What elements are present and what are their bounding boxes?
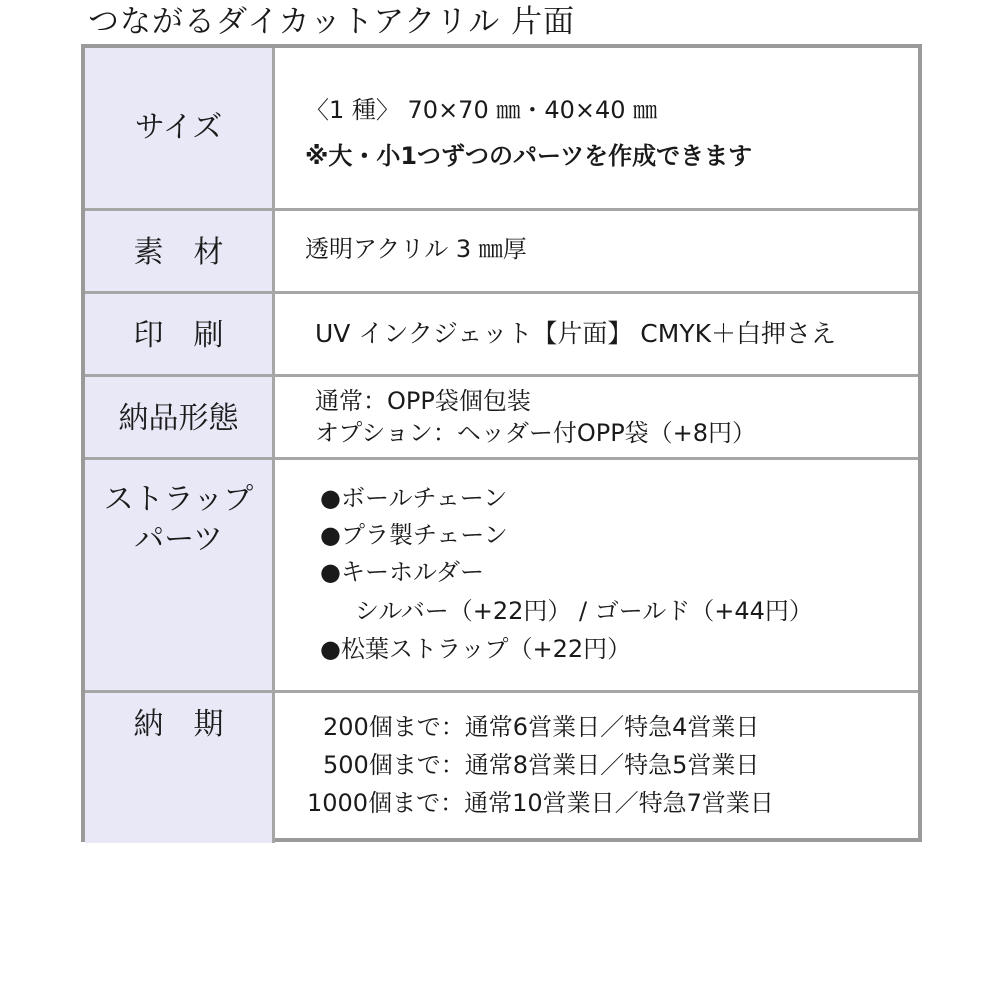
- leadtime-line: 200個まで：通常6営業日／特急4営業日: [323, 713, 760, 741]
- spec-row-leadtime: [85, 690, 918, 843]
- spec-value-material: [275, 211, 918, 294]
- strap-label-line-1: ストラップ: [103, 482, 254, 517]
- spec-value-leadtime: [275, 693, 918, 843]
- strap-item-sub: シルバー（+22円） / ゴールド（+44円）: [355, 597, 813, 625]
- spec-row-packaging: [85, 374, 918, 460]
- spec-label-size: サイズ: [85, 48, 275, 208]
- leadtime-line: 500個まで：通常8営業日／特急5営業日: [323, 751, 760, 779]
- spec-row-material: [85, 208, 918, 294]
- spec-value-size: [275, 48, 918, 208]
- spec-value-printing: [275, 294, 918, 377]
- page-title: つながるダイカットアクリル 片面: [88, 4, 576, 40]
- spec-value-strap: [275, 460, 918, 693]
- spec-label-strap: [85, 460, 275, 693]
- spec-label-packaging: 納品形態: [85, 377, 275, 460]
- spec-label-printing: 印 刷: [85, 294, 275, 377]
- material-line: 透明アクリル 3 ㎜厚: [305, 235, 527, 263]
- leadtime-line: 1000個まで：通常10営業日／特急7営業日: [307, 789, 774, 817]
- packaging-option: オプション：ヘッダー付OPP袋（+8円）: [315, 419, 757, 447]
- spec-row-size: [85, 48, 918, 208]
- spec-row-strap: [85, 457, 918, 693]
- strap-item: ●松葉ストラップ（+22円）: [320, 635, 632, 663]
- strap-label-line-2: パーツ: [134, 522, 223, 557]
- size-line: 〈1 種〉 70×70 ㎜・40×40 ㎜: [305, 96, 658, 124]
- spec-row-printing: [85, 291, 918, 377]
- printing-line: UV インクジェット【片面】 CMYK＋白押さえ: [315, 319, 836, 348]
- packaging-standard: 通常：OPP袋個包装: [315, 387, 531, 415]
- spec-table: [81, 44, 922, 842]
- strap-item: ●ボールチェーン: [320, 484, 508, 512]
- strap-item: ●キーホルダー: [320, 558, 484, 586]
- size-note: ※大・小1つずつのパーツを作成できます: [305, 142, 753, 170]
- spec-label-material: 素 材: [85, 211, 275, 294]
- spec-label-leadtime: 納 期: [85, 693, 275, 843]
- strap-item: ●プラ製チェーン: [320, 521, 508, 549]
- spec-value-packaging: [275, 377, 918, 460]
